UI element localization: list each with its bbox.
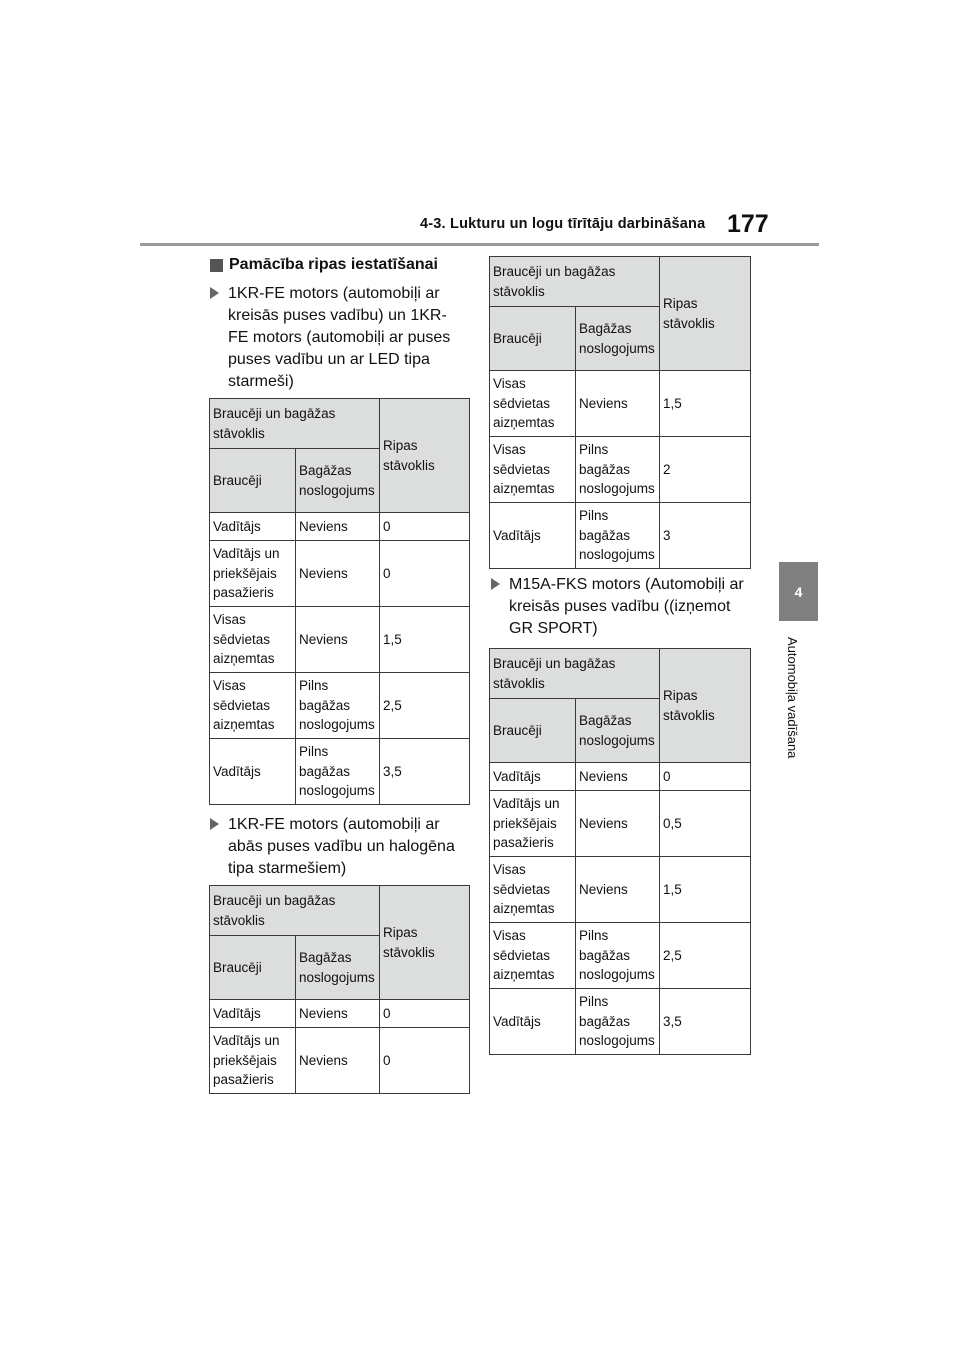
table-row: Vadītājs Neviens 0 [490, 763, 751, 791]
header-luggage: Bagāžas noslogojums [296, 449, 380, 513]
header-occupants: Braucēji [490, 307, 576, 371]
header-group: Braucēji un bagāžas stāvoklis [210, 886, 380, 936]
table-row: Visas sēdvietas aizņemtas Neviens 1,5 [210, 607, 470, 673]
header-dial: Ripas stāvoklis [660, 649, 751, 763]
header-dial: Ripas stāvoklis [380, 886, 470, 1000]
alignment-table [489, 256, 751, 569]
alignment-table [489, 648, 751, 1055]
page-number: 177 [727, 210, 769, 238]
bullet-item [210, 283, 465, 393]
header-occupants: Braucēji [490, 699, 576, 763]
header-rule [140, 243, 819, 246]
header-occupants: Braucēji [210, 936, 296, 1000]
bullet-text: 1KR-FE motors (automobiļi ar kreisās puses vadību) un 1KR-FE motors (automobiļi ar puses puses vadību un ar LED tipa starmeši) [228, 285, 451, 390]
bullet-item [210, 814, 468, 880]
table-row: Vadītājs Neviens 0 [210, 1000, 470, 1028]
table-row: Visas sēdvietas aizņemtas Pilns bagāžas noslogojums 2,5 [210, 673, 470, 739]
bullet-text: M15A-FKS motors (Automobiļi ar kreisās puses vadību ((izņemot GR SPORT) [509, 576, 744, 637]
triangle-bullet-icon [210, 287, 219, 299]
table-row: Vadītājs un priekšējais pasažieris Neviens 0,5 [490, 791, 751, 857]
chapter-side-label [776, 637, 810, 787]
table-row: Visas sēdvietas aizņemtas Pilns bagāžas noslogojums 2 [490, 437, 751, 503]
table-row: Visas sēdvietas aizņemtas Neviens 1,5 [490, 371, 751, 437]
header-dial: Ripas stāvoklis [660, 257, 751, 371]
header-luggage: Bagāžas noslogojums [576, 307, 660, 371]
header-group: Braucēji un bagāžas stāvoklis [210, 399, 380, 449]
table-row: Vadītājs Pilns bagāžas noslogojums 3 [490, 503, 751, 569]
table-row: Vadītājs un priekšējais pasažieris Neviens 0 [210, 541, 470, 607]
table-row: Visas sēdvietas aizņemtas Pilns bagāžas noslogojums 2,5 [490, 923, 751, 989]
table-row: Vadītājs Pilns bagāžas noslogojums 3,5 [490, 989, 751, 1055]
header-luggage: Bagāžas noslogojums [296, 936, 380, 1000]
table-row: Vadītājs un priekšējais pasažieris Neviens 0 [210, 1028, 470, 1094]
square-bullet-icon [210, 259, 223, 272]
bullet-text: 1KR-FE motors (automobiļi ar abās puses vadību un halogēna tipa starmešiem) [228, 816, 455, 877]
bullet-item [491, 574, 753, 640]
table-row: Vadītājs Neviens 0 [210, 513, 470, 541]
section-heading [210, 256, 438, 274]
chapter-title: Automobiļa vadīšana [785, 637, 800, 759]
running-header: 4-3. Lukturu un logu tīrītāju darbināšana [420, 216, 706, 232]
header-group: Braucēji un bagāžas stāvoklis [490, 649, 660, 699]
header-group: Braucēji un bagāžas stāvoklis [490, 257, 660, 307]
table-row: Vadītājs Pilns bagāžas noslogojums 3,5 [210, 739, 470, 805]
alignment-table [209, 398, 470, 805]
alignment-table [209, 885, 470, 1094]
section-title: Pamācība ripas iestatīšanai [229, 256, 438, 273]
header-luggage: Bagāžas noslogojums [576, 699, 660, 763]
triangle-bullet-icon [491, 578, 500, 590]
table-row: Visas sēdvietas aizņemtas Neviens 1,5 [490, 857, 751, 923]
header-dial: Ripas stāvoklis [380, 399, 470, 513]
triangle-bullet-icon [210, 818, 219, 830]
header-occupants: Braucēji [210, 449, 296, 513]
chapter-tab: 4 [779, 562, 818, 621]
